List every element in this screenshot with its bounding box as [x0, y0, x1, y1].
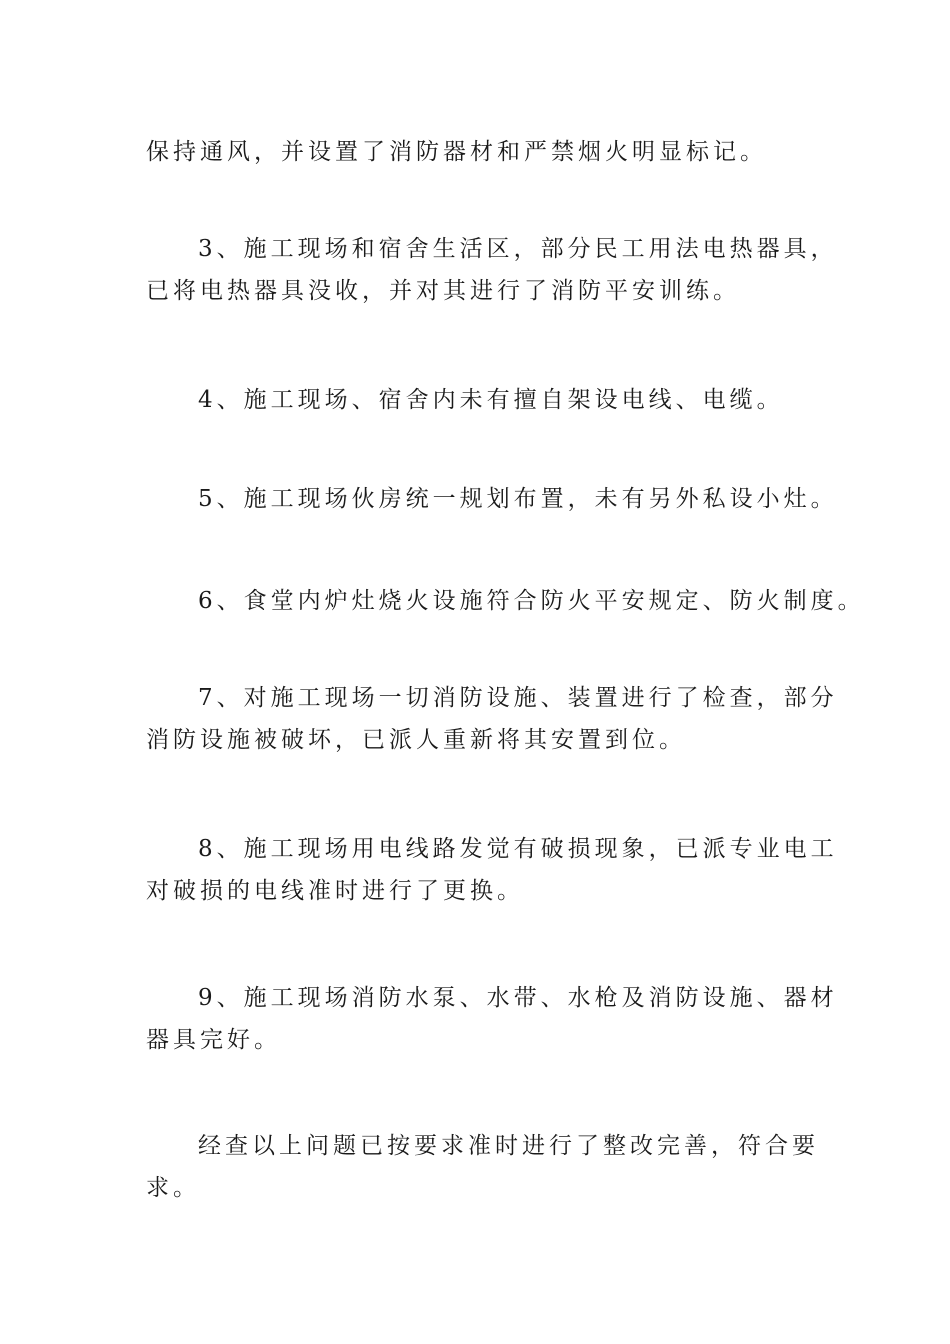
text-line: 9、施工现场消防水泵、水带、水枪及消防设施、器材 — [198, 985, 838, 1011]
paragraph-item-6 — [146, 580, 865, 622]
text-line: 消防设施被破坏，已派人重新将其安置到位。 — [146, 727, 686, 753]
text-line: 保持通风，并设置了消防器材和严禁烟火明显标记。 — [146, 139, 767, 165]
text-line: 5、施工现场伙房统一规划布置，未有另外私设小灶。 — [198, 486, 838, 512]
paragraph-item-7 — [146, 677, 838, 761]
text-line: 3、施工现场和宿舍生活区，部分民工用法电热器具， — [198, 236, 838, 262]
paragraph-item-4 — [146, 379, 816, 421]
paragraph-conclusion — [146, 1125, 819, 1209]
paragraph-item-5 — [146, 478, 838, 520]
paragraph-item-9 — [146, 977, 838, 1061]
text-line: 器具完好。 — [146, 1027, 281, 1053]
text-line: 对破损的电线准时进行了更换。 — [146, 878, 524, 904]
text-line: 求。 — [146, 1175, 200, 1201]
text-line: 经查以上问题已按要求准时进行了整改完善，符合要 — [198, 1133, 819, 1159]
paragraph-item-8 — [146, 828, 838, 912]
text-line: 8、施工现场用电线路发觉有破损现象，已派专业电工 — [198, 836, 838, 862]
text-line: 6、食堂内炉灶烧火设施符合防火平安规定、防火制度。 — [198, 588, 865, 614]
paragraph-item-3 — [146, 228, 838, 312]
text-line: 已将电热器具没收，并对其进行了消防平安训练。 — [146, 278, 740, 304]
paragraph-ventilation-continuation — [146, 131, 816, 173]
text-line: 7、对施工现场一切消防设施、装置进行了检查，部分 — [198, 685, 838, 711]
text-line: 4、施工现场、宿舍内未有擅自架设电线、电缆。 — [198, 387, 784, 413]
